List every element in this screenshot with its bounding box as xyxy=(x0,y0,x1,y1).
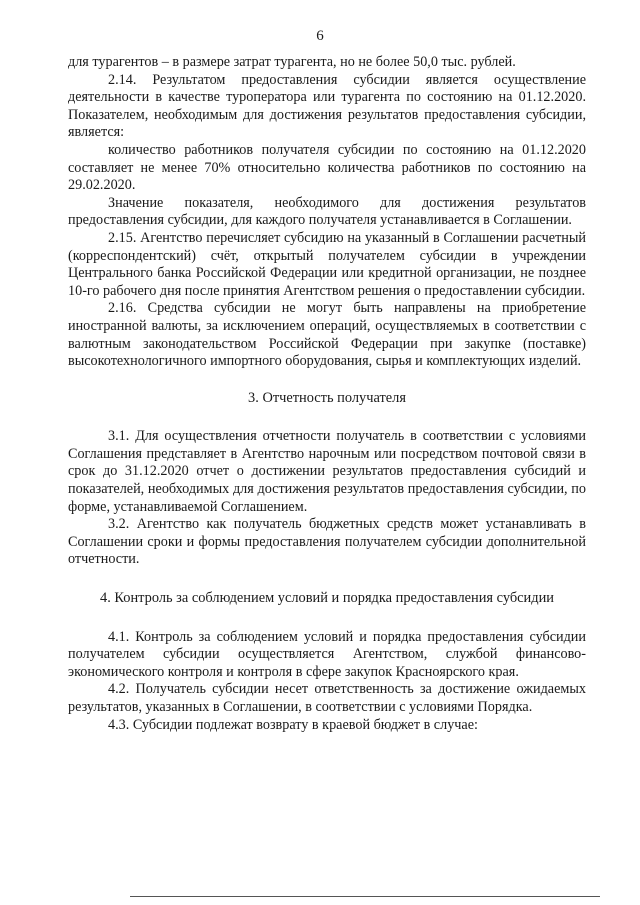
paragraph-2-14: 2.14. Результатом предоставления субсидии является осуществление деятельности в качестве туроператора или турагента по состоянию на 01.12.2020. Показателем, необходимым для достижения результатов предоставления субсидии, является: xyxy=(68,71,586,141)
paragraph-3-1: 3.1. Для осуществления отчетности получатель в соответствии с условиями Соглашения представляет в Агентство нарочным или посредством почтовой связи в срок до 31.12.2020 отчет о достижении результатов предоставления субсидий и показателей, необходимых для достижения результатов предоставления субсидии, по форме, устанавливаемой Соглашением. xyxy=(68,428,586,515)
paragraph-indicator: количество работников получателя субсидии по состоянию на 01.12.2020 составляет не менее 70% относительно количества работников по состоянию на 29.02.2020. xyxy=(68,141,586,194)
section-4-heading: 4. Контроль за соблюдением условий и порядка предоставления субсидии xyxy=(100,590,554,607)
paragraph-4-1: 4.1. Контроль за соблюдением условий и порядка предоставления субсидии получателем субсидии осуществляется Агентством, службой финансово-экономического контроля и контроля в сфере закупок Красноярского края. xyxy=(68,628,586,680)
document-body xyxy=(68,54,586,734)
page-number: 6 xyxy=(316,28,324,44)
paragraph-4-3: 4.3. Субсидии подлежат возврату в краевой бюджет в случае: xyxy=(108,716,478,733)
paragraph-continuation: для турагентов – в размере затрат турагента, но не более 50,0 тыс. рублей. xyxy=(68,54,516,70)
paragraph-2-15: 2.15. Агентство перечисляет субсидию на указанный в Соглашении расчетный (корреспондентский) счёт, открытый получателем субсидии в учреждении Центрального банка Российской Федерации или кредитной организации, не позднее 10-го рабочего дня после принятия Агентством решения о предоставлении субсидии. xyxy=(68,229,586,299)
paragraph-indicator-value: Значение показателя, необходимого для достижения результатов предоставления субсидии, для каждого получателя устанавливается в Соглашении. xyxy=(68,194,586,229)
bottom-divider xyxy=(130,896,600,897)
paragraph-3-2: 3.2. Агентство как получатель бюджетных средств может устанавливать в Соглашении сроки и формы предоставления получателем субсидии дополнительной отчетности. xyxy=(68,516,586,568)
paragraph-4-2: 4.2. Получатель субсидии несет ответственность за достижение ожидаемых результатов, указанных в Соглашении, в соответствии с условиями Порядка. xyxy=(68,681,586,715)
section-3-heading: 3. Отчетность получателя xyxy=(248,389,406,406)
paragraph-2-16: 2.16. Средства субсидии не могут быть направлены на приобретение иностранной валюты, за исключением операций, осуществляемых в соответствии с валютным законодательством Российской Федерации при закупке (поставке) высокотехнологичного импортного оборудования, сырья и комплектующих изделий. xyxy=(68,300,586,370)
